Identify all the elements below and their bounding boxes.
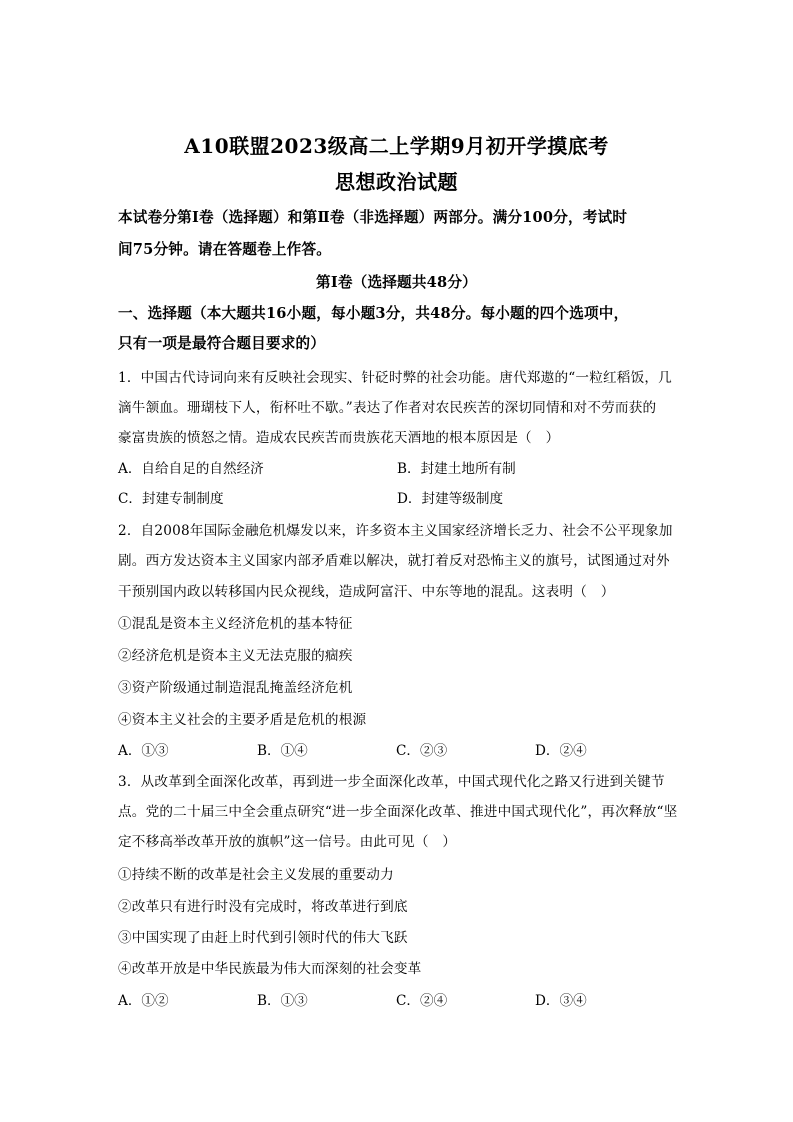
question-text-line: 干预别国内政以转移国内民众视线，造成阿富汗、中东等地的混乱。这表明（ ）	[118, 584, 615, 600]
intro-line-1: 本试卷分第Ⅰ卷（选择题）和第Ⅱ卷（非选择题）两部分。满分100分，考试时	[118, 209, 628, 226]
exam-title: A10联盟2023级高二上学期9月初开学摸底考	[184, 134, 609, 158]
option-d: D．②④	[535, 743, 587, 759]
statement-2: ②改革只有进行时没有完成时，将改革进行到底	[118, 899, 408, 915]
section-instruction-1: 一、选择题（本大题共16小题，每小题3分，共48分。每小题的四个选项中，	[118, 305, 629, 322]
question-text-line: 3．从改革到全面深化改革，再到进一步全面深化改革，中国式现代化之路又行进到关键节	[118, 774, 665, 790]
option-d: D．封建等级制度	[397, 491, 504, 507]
question-text-line: 2．自2008年国际金融危机爆发以来，许多资本主义国家经济增长乏力、社会不公平现象加	[118, 523, 673, 539]
option-c: C．②③	[396, 743, 448, 759]
option-c: C．②④	[396, 993, 448, 1009]
statement-1: ①持续不断的改革是社会主义发展的重要动力	[118, 867, 394, 883]
option-c: C．封建专制制度	[118, 491, 224, 507]
option-a: A．自给自足的自然经济	[118, 461, 264, 477]
question-text-line: 1．中国古代诗词向来有反映社会现实、针砭时弊的社会功能。唐代郑遨的“一粒红稻饭，几	[118, 370, 672, 386]
option-b: B．封建土地所有制	[397, 461, 516, 477]
option-b: B．①③	[257, 993, 308, 1009]
subject-title: 思想政治试题	[335, 170, 458, 194]
option-a: A．①②	[118, 993, 169, 1009]
question-text-line: 剧。西方发达资本主义国家内部矛盾难以解决，就打着反对恐怖主义的旗号，试图通过对外	[118, 553, 670, 569]
option-a: A．①③	[118, 743, 169, 759]
statement-3: ③中国实现了由赶上时代到引领时代的伟大飞跃	[118, 930, 408, 946]
statement-1: ①混乱是资本主义经济危机的基本特征	[118, 616, 353, 632]
section-title: 第Ⅰ卷（选择题共48分）	[316, 274, 477, 291]
intro-line-2: 间75分钟。请在答题卷上作答。	[118, 241, 332, 258]
question-text-line: 豪富贵族的愤怒之情。造成农民疾苦而贵族花天酒地的根本原因是（ ）	[118, 430, 560, 446]
question-text-line: 定不移高举改革开放的旗帜”这一信号。由此可见（ ）	[118, 834, 457, 850]
question-text-line: 滴牛颔血。珊瑚枝下人，衔杯吐不歇。”表达了作者对农民疾苦的深切同情和对不劳而获的	[118, 400, 657, 416]
statement-3: ③资产阶级通过制造混乱掩盖经济危机	[118, 680, 353, 696]
option-b: B．①④	[257, 743, 308, 759]
section-instruction-2: 只有一项是最符合题目要求的）	[118, 335, 326, 352]
statement-4: ④资本主义社会的主要矛盾是危机的根源	[118, 712, 367, 728]
option-d: D．③④	[535, 993, 587, 1009]
question-text-line: 点。党的二十届三中全会重点研究“进一步全面深化改革、推进中国式现代化”，再次释放“坚	[118, 804, 678, 820]
statement-4: ④改革开放是中华民族最为伟大而深刻的社会变革	[118, 961, 422, 977]
statement-2: ②经济危机是资本主义无法克服的痼疾	[118, 648, 353, 664]
